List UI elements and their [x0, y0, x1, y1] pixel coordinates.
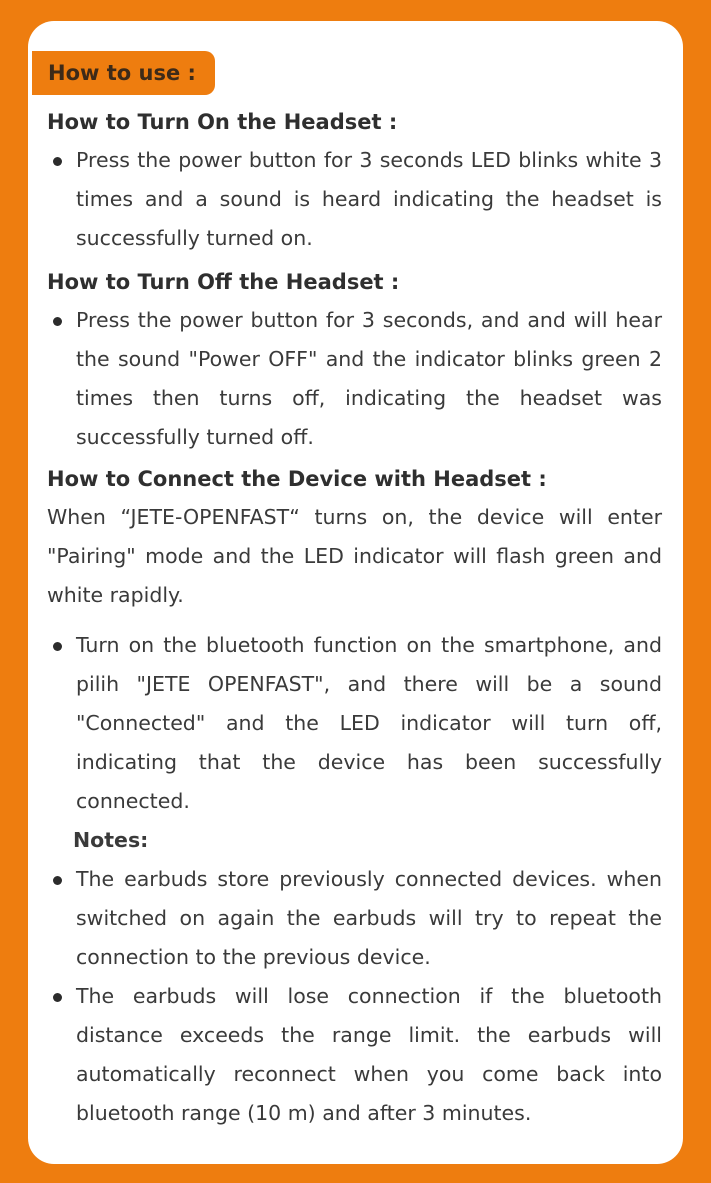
bullet-icon — [53, 876, 62, 885]
connect-list — [47, 626, 662, 821]
list-item-text: Press the power button for 3 seconds, and and will hear the sound "Power OFF" and the indicator blinks green 2 times then turns off, indicating the headset was successfully turned off. — [76, 308, 662, 449]
bullet-icon — [53, 993, 62, 1002]
section-heading-connect: How to Connect the Device with Headset : — [47, 467, 547, 491]
list-item — [47, 301, 662, 457]
turn-on-list — [47, 141, 662, 258]
bullet-icon — [53, 157, 62, 166]
section-heading-turn-off: How to Turn Off the Headset : — [47, 270, 400, 294]
notes-list — [47, 860, 662, 1133]
how-to-use-badge: How to use : — [32, 51, 215, 95]
list-item — [47, 977, 662, 1133]
section-heading-turn-on: How to Turn On the Headset : — [47, 110, 398, 134]
instructions-content — [47, 104, 662, 1133]
instructions-card — [28, 21, 683, 1164]
notes-label: Notes: — [73, 828, 149, 852]
bullet-icon — [53, 642, 62, 651]
list-item — [47, 141, 662, 258]
turn-off-list — [47, 301, 662, 457]
list-item — [47, 860, 662, 977]
list-item-text: The earbuds will lose connection if the bluetooth distance exceeds the range limit. the earbuds will automatically reconnect when you come back into bluetooth range (10 m) and after 3 minutes. — [76, 984, 662, 1125]
pairing-paragraph: When “JETE-OPENFAST“ turns on, the device will enter "Pairing" mode and the LED indicator will flash green and white rapidly. — [47, 505, 662, 607]
list-item-text: Turn on the bluetooth function on the smartphone, and pilih "JETE OPENFAST", and there will be a sound "Connected" and the LED indicator will turn off, indicating that the device has been successfully connected. — [76, 633, 662, 813]
list-item-text: Press the power button for 3 seconds LED blinks white 3 times and a sound is heard indicating the headset is successfully turned on. — [76, 148, 662, 250]
list-item-text: The earbuds store previously connected devices. when switched on again the earbuds will try to repeat the connection to the previous device. — [76, 867, 662, 969]
bullet-icon — [53, 317, 62, 326]
list-item — [47, 626, 662, 821]
